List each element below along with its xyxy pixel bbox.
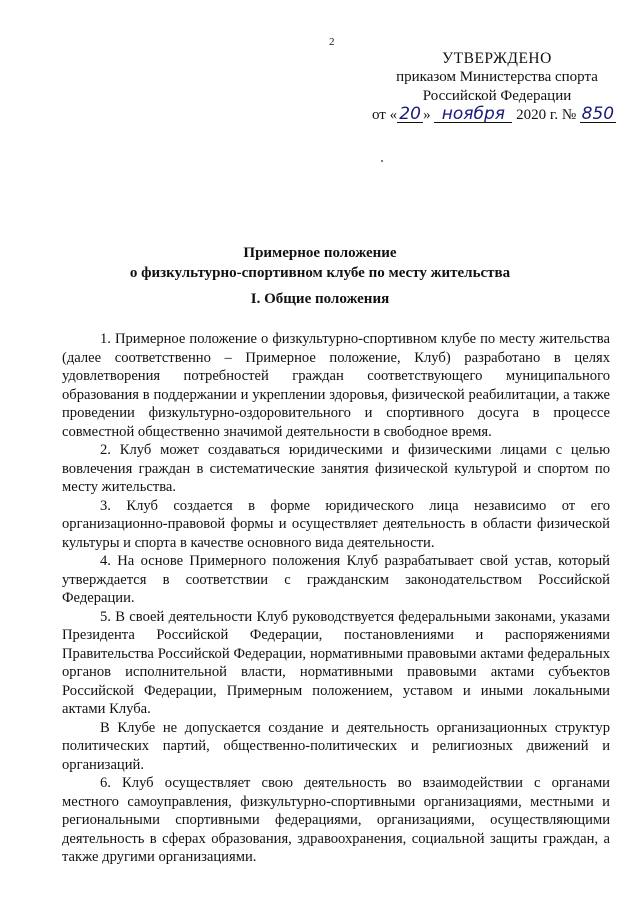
scan-speck xyxy=(381,160,383,162)
handwritten-order-number: 850 xyxy=(581,104,615,124)
paragraph-6: 6. Клуб осуществляет свою деятельность во взаимодействии с органами местного самоуправления, физкультурно-спортивными организациями, местными и региональными спортивными федерациями, организациями, осуществляющими деятельность в сферах образования, здравоохранения, социальной защиты граждан, а также другими организациями. xyxy=(62,775,610,865)
document-title-line2: о физкультурно-спортивном клубе по месту жительства xyxy=(129,265,511,281)
date-prefix: от « xyxy=(372,107,398,123)
document-body xyxy=(62,330,610,867)
paragraph-4: 4. На основе Примерного положения Клуб разрабатывает свой устав, который утверждается в соответствии с гражданским законодательством Российской Федерации. xyxy=(62,553,610,606)
date-year-number: 2020 г. № xyxy=(516,107,577,123)
document-title-line1: Примерное положение xyxy=(243,245,397,261)
section-heading: I. Общие положения xyxy=(250,291,390,307)
paragraph-5: 5. В своей деятельности Клуб руководствуется федеральными законами, указами Президента Российской Федерации, постановлениями и распоряжениями Правительства Российской Федерации, нормативными правовыми актами федеральных органов исполнительной власти, нормативными правовыми актами субъектов Российской Федерации, Примерным положением, уставом и иными локальными актами Клуба. xyxy=(62,608,610,717)
document-title xyxy=(40,243,600,283)
handwritten-day: 20 xyxy=(397,106,423,123)
paragraph-5-continued: В Клубе не допускается создание и деятельность организационных структур политических партий, общественно-политических и религиозных движений и организаций. xyxy=(62,719,610,773)
paragraph-1: 1. Примерное положение о физкультурно-спортивном клубе по месту жительства (далее соответственно – Примерное положение, Клуб) разработано в целях удовлетворения потребностей граждан соответствующего муниципального образования в поддержании и укреплении здоровья, физической реабилитации, а также проведении физкультурно-оздоровительного и спортивного досуга в процессе совместной общественно значимой деятельности в свободное время. xyxy=(62,331,610,440)
approval-title: УТВЕРЖДЕНО xyxy=(442,50,552,67)
approval-federation-line: Российской Федерации xyxy=(422,88,572,104)
date-close-quote: » xyxy=(423,107,431,123)
approval-order-line: приказом Министерства спорта xyxy=(396,69,598,85)
paragraph-2: 2. Клуб может создаваться юридическими и физическими лицами с целью вовлечения граждан в систематические занятия физической культурой и спортом по месту жительства. xyxy=(62,442,610,495)
approval-date-line xyxy=(372,106,622,125)
approval-stamp xyxy=(372,49,622,125)
page-number: 2 xyxy=(329,36,335,48)
handwritten-month: ноября xyxy=(434,106,512,123)
paragraph-3: 3. Клуб создается в форме юридического лица независимо от его организационно-правовой формы и осуществляет деятельность в области физической культуры и спорта в качестве основного вида деятельности. xyxy=(62,497,610,551)
